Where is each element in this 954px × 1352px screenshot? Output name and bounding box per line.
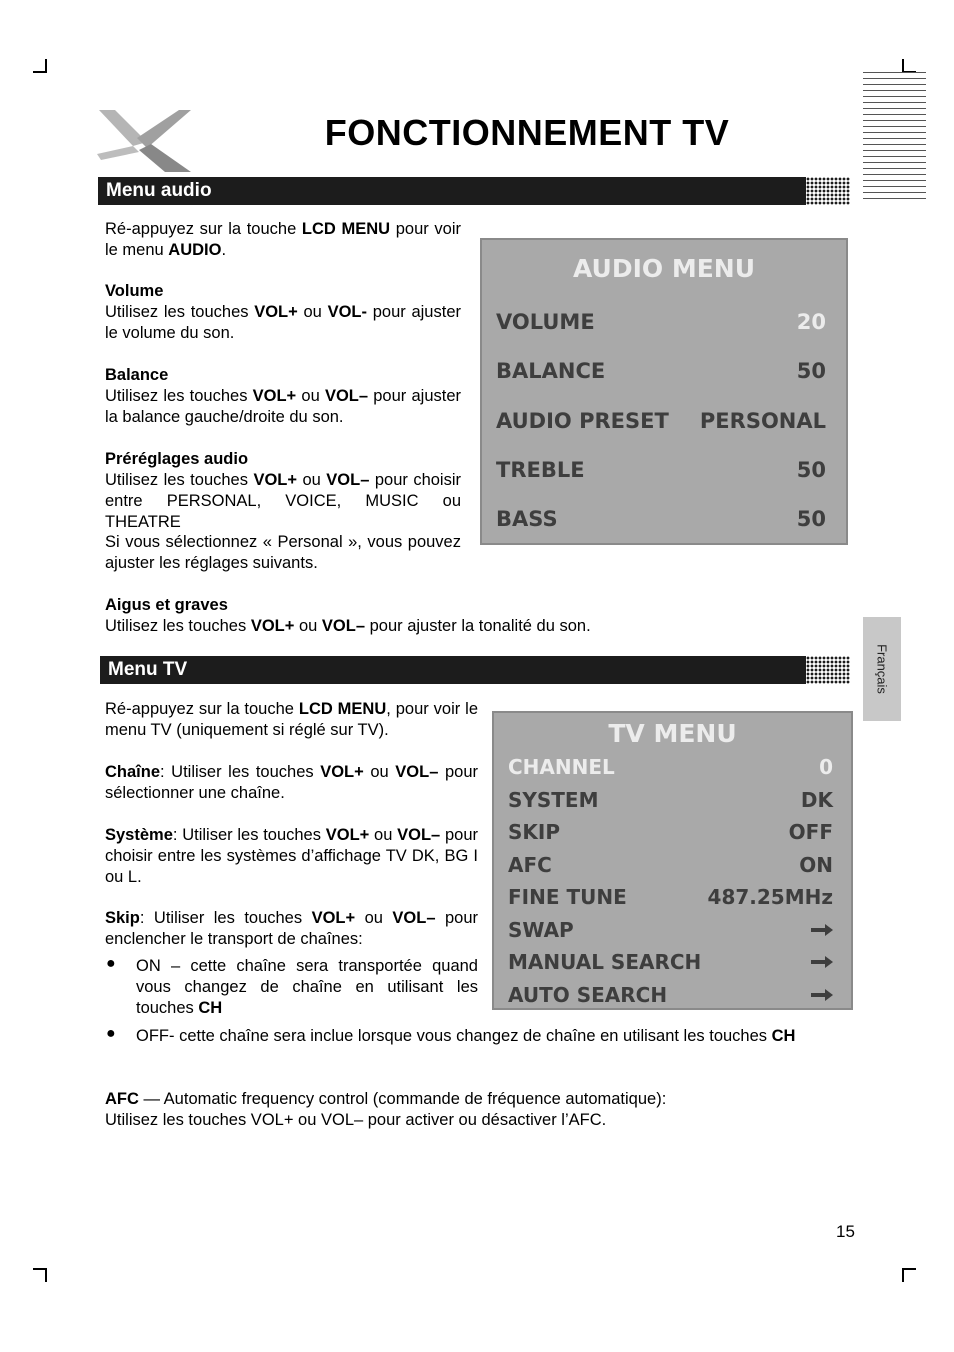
audio-menu-row	[482, 458, 846, 488]
preset-heading: Préréglages audio	[105, 450, 249, 468]
page-number: 15	[836, 1222, 855, 1241]
preset-text-2: Si vous sélectionnez « Personal », vous pouvez ajuster les réglages suivants.	[105, 533, 461, 572]
crop-mark-bottom-left	[33, 1268, 47, 1282]
bullet-dot: ●	[106, 1025, 116, 1042]
audio-menu-row	[482, 507, 846, 537]
system-text: Système: Utiliser les touches VOL+ ou VOL– pour choisir entre les systèmes d’affichage TV DK, BG I ou L.	[105, 826, 478, 886]
tv-intro-text: Ré-appuyez sur la touche LCD MENU, pour voir le menu TV (uniquement si réglé sur TV).	[105, 700, 478, 739]
menu-item-value: PERSONAL	[699, 408, 826, 433]
afc-text: AFC — Automatic frequency control (commande de fréquence automatique):	[105, 1090, 667, 1108]
menu-item-label: SYSTEM	[508, 787, 599, 812]
menu-item-value: 50	[796, 359, 826, 384]
audio-menu-screenshot	[480, 238, 848, 545]
menu-item-label: AUDIO PRESET	[496, 408, 669, 433]
menu-item-value: 50	[796, 457, 826, 482]
audio-menu-row	[482, 409, 846, 439]
crop-mark-top-left	[33, 59, 47, 73]
menu-item-value: OFF	[788, 820, 833, 844]
tv-menu-row	[494, 950, 851, 980]
section-heading-tv	[100, 656, 838, 684]
menu-item-label: MANUAL SEARCH	[508, 950, 702, 974]
menu-item-label: VOLUME	[496, 310, 595, 334]
balance-heading: Balance	[105, 366, 169, 384]
page-title: FONCTIONNEMENT TV	[324, 112, 730, 153]
volume-heading: Volume	[105, 282, 164, 300]
skip-text: Skip: Utiliser les touches VOL+ ou VOL– pour enclencher le transport de chaînes:	[105, 909, 478, 948]
menu-item-label: AUTO SEARCH	[508, 982, 668, 1007]
menu-item-label: AFC	[508, 852, 552, 877]
tv-menu-screenshot	[492, 711, 853, 1010]
language-tab	[863, 617, 901, 721]
tv-menu-row	[494, 918, 851, 948]
audio-menu-title: AUDIO MENU	[572, 254, 756, 283]
audio-intro-text: Ré-appuyez sur la touche LCD MENU pour voir le menu AUDIO.	[105, 220, 461, 259]
tv-menu-title: TV MENU	[608, 719, 737, 748]
menu-item-value: 0	[819, 755, 833, 779]
menu-item-value: 20	[796, 310, 826, 334]
menu-item-label: TREBLE	[496, 457, 585, 482]
tv-menu-row	[494, 853, 851, 883]
crop-mark-bottom-right	[902, 1268, 916, 1282]
menu-item-label: BASS	[496, 507, 558, 532]
menu-item-value: ON	[799, 852, 833, 877]
tv-menu-row	[494, 755, 851, 785]
menu-item-value: DK	[800, 787, 833, 812]
audio-menu-row	[482, 310, 846, 340]
bullet-on-text: ON – cette chaîne sera transportée quand vous changez de chaîne en utilisant les touches CH	[136, 957, 478, 1017]
preset-text: Utilisez les touches VOL+ ou VOL– pour choisir entre PERSONAL, VOICE, MUSIC ou THEATRE	[105, 471, 462, 531]
language-tab-label: Français	[874, 644, 890, 694]
tv-menu-row	[494, 788, 851, 818]
menu-item-label: SKIP	[508, 820, 561, 844]
bullet-off-text: OFF- cette chaîne sera inclue lorsque vous changez de chaîne en utilisant les touches CH	[136, 1027, 796, 1045]
arrow-right-icon	[811, 955, 833, 969]
balance-text: Utilisez les touches VOL+ ou VOL– pour ajuster la balance gauche/droite du son.	[105, 387, 461, 426]
treble-bass-heading: Aigus et graves	[105, 596, 228, 614]
arrow-right-icon	[811, 988, 833, 1002]
tv-menu-row	[494, 885, 851, 915]
channel-text: Chaîne: Utiliser les touches VOL+ ou VOL– pour sélectionner une chaîne.	[105, 763, 478, 802]
crop-mark-top-right	[902, 59, 916, 73]
dot-pattern	[806, 656, 850, 684]
afc-text-2: Utilisez les touches VOL+ ou VOL– pour activer ou désactiver l’AFC.	[105, 1111, 607, 1129]
tv-menu-row	[494, 820, 851, 850]
dot-pattern	[806, 177, 850, 205]
menu-item-label: SWAP	[508, 917, 574, 942]
section-heading-label: Menu TV	[108, 659, 188, 680]
treble-bass-text: Utilisez les touches VOL+ ou VOL– pour ajuster la tonalité du son.	[105, 617, 591, 635]
menu-item-value: 50	[796, 507, 826, 532]
menu-item-label: BALANCE	[496, 359, 606, 384]
menu-item-label: CHANNEL	[508, 755, 615, 779]
audio-menu-row	[482, 359, 846, 389]
section-heading-label: Menu audio	[106, 180, 212, 201]
bullet-dot: ●	[106, 955, 116, 972]
menu-item-value: 487.25MHz	[707, 885, 833, 909]
arrow-right-icon	[811, 923, 833, 937]
section-heading-audio	[98, 177, 838, 205]
volume-text: Utilisez les touches VOL+ ou VOL- pour ajuster le volume du son.	[105, 303, 461, 342]
menu-item-label: FINE TUNE	[508, 885, 627, 909]
tv-menu-row	[494, 983, 851, 1013]
